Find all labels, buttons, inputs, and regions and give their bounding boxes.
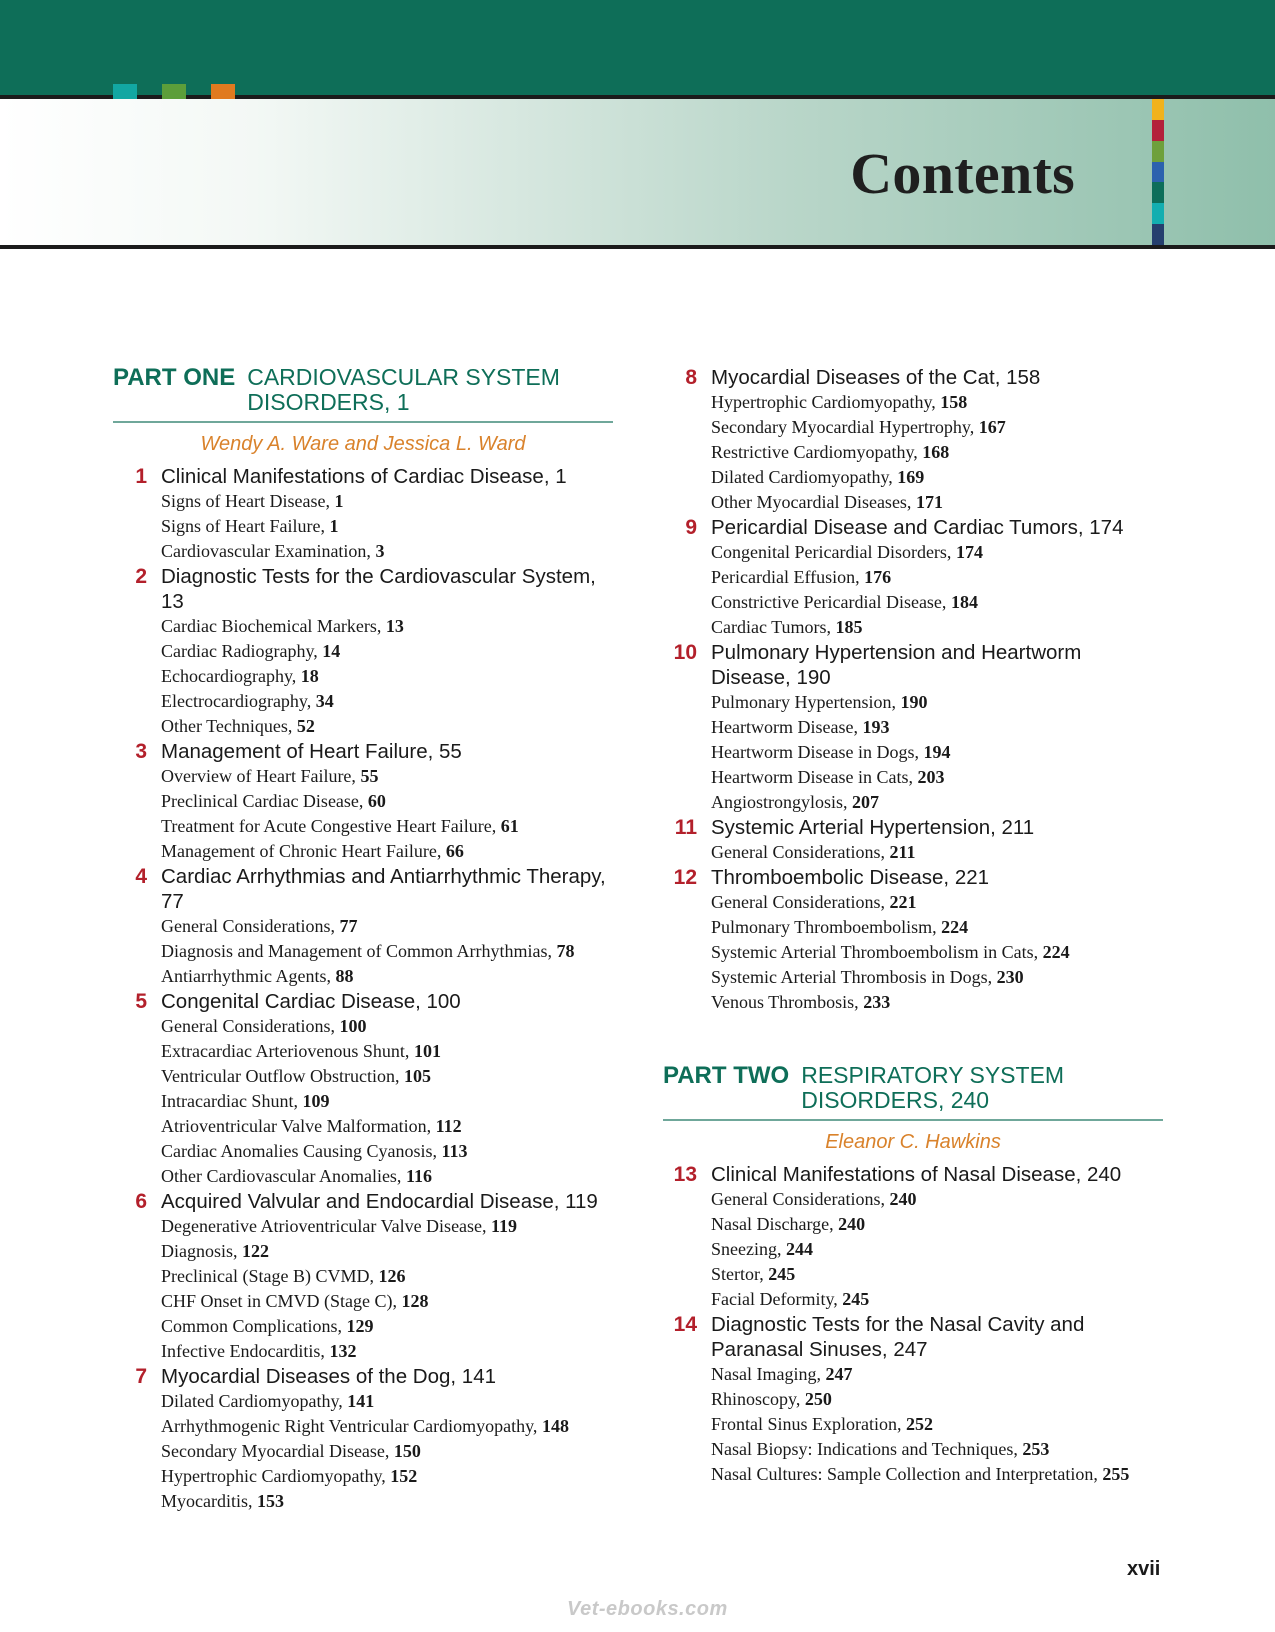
section-title: Dilated Cardiomyopathy, [711, 467, 898, 487]
section-page: 211 [889, 842, 916, 862]
section-title: Other Techniques, [161, 716, 297, 736]
color-stripe [1152, 99, 1164, 120]
chapter-number: 2 [135, 565, 147, 588]
section-title: Signs of Heart Disease, [161, 491, 335, 511]
chapter-title: Clinical Manifestations of Cardiac Disease, 1 [161, 465, 567, 488]
section-title: Signs of Heart Failure, [161, 516, 330, 536]
color-stripe [1152, 182, 1164, 203]
section-entry [161, 1214, 613, 1239]
section-entry [161, 539, 613, 564]
section-title: Electrocardiography, [161, 691, 316, 711]
section-page: 100 [339, 1016, 367, 1036]
color-stripe [1152, 120, 1164, 141]
section-page: 184 [950, 592, 978, 612]
section-entry [711, 940, 1163, 965]
chapter-entry [113, 989, 613, 1189]
section-page: 119 [491, 1216, 518, 1236]
section-page: 224 [1042, 942, 1070, 962]
part-title: RESPIRATORY SYSTEM DISORDERS, 240 [801, 1062, 1065, 1113]
section-page: 101 [413, 1041, 441, 1061]
chapter-entry [663, 515, 1163, 640]
chapter-number: 12 [673, 866, 697, 889]
section-entry [161, 714, 613, 739]
section-title: Stertor, [711, 1264, 769, 1284]
toc-column-right [663, 365, 1163, 1487]
section-entry [711, 890, 1163, 915]
section-entry [161, 1114, 613, 1139]
chapter-title: Clinical Manifestations of Nasal Disease, 240 [711, 1163, 1122, 1186]
section-title: Other Cardiovascular Anomalies, [161, 1166, 406, 1186]
section-entry [711, 840, 1163, 865]
chapter-entry [663, 865, 1163, 1015]
section-entry [711, 915, 1163, 940]
chapter-body [711, 815, 1163, 865]
section-title: Extracardiac Arteriovenous Shunt, [161, 1041, 414, 1061]
section-title: Cardiac Biochemical Markers, [161, 616, 386, 636]
chapter-number: 8 [685, 366, 697, 389]
chapter-number: 3 [135, 740, 147, 763]
chapter-body [161, 464, 613, 564]
color-stripe-strip [1152, 99, 1164, 245]
section-page: 66 [445, 841, 464, 861]
section-title: Congenital Pericardial Disorders, [711, 542, 956, 562]
section-page: 247 [825, 1364, 853, 1384]
section-page: 203 [917, 767, 945, 787]
section-page: 250 [804, 1389, 832, 1409]
section-entry [161, 1489, 613, 1514]
section-entry [161, 1464, 613, 1489]
section-page: 109 [302, 1091, 330, 1111]
section-entry [161, 789, 613, 814]
section-entry [161, 1039, 613, 1064]
section-entry [161, 939, 613, 964]
header-bar [0, 0, 1275, 95]
section-page: 153 [257, 1491, 284, 1511]
section-page: 221 [889, 892, 917, 912]
chapter-number: 5 [135, 990, 147, 1013]
section-title: Preclinical (Stage B) CVMD, [161, 1266, 379, 1286]
section-page: 1 [334, 491, 344, 511]
section-entry [711, 1462, 1163, 1487]
section-entry [711, 1287, 1163, 1312]
section-entry [161, 1339, 613, 1364]
section-title: Cardiovascular Examination, [161, 541, 376, 561]
section-title: Diagnosis, [161, 1241, 242, 1261]
section-page: 245 [768, 1264, 796, 1284]
section-entry [711, 490, 1163, 515]
section-entry [161, 1314, 613, 1339]
title-band [0, 99, 1275, 245]
section-entry [711, 465, 1163, 490]
section-page: 169 [897, 467, 925, 487]
section-title: Pulmonary Hypertension, [711, 692, 901, 712]
part-label: PART TWO [663, 1062, 790, 1089]
section-page: 245 [842, 1289, 870, 1309]
section-title: Treatment for Acute Congestive Heart Failure, [161, 816, 501, 836]
section-page: 168 [922, 442, 950, 462]
section-page: 167 [978, 417, 1006, 437]
section-page: 1 [329, 516, 339, 536]
chapter-title: Systemic Arterial Hypertension, 211 [711, 816, 1035, 839]
section-entry [161, 1014, 613, 1039]
section-title: Overview of Heart Failure, [161, 766, 361, 786]
section-page: 185 [835, 617, 863, 637]
chapter-entry [113, 1364, 613, 1514]
section-entry [161, 764, 613, 789]
section-title: Diagnosis and Management of Common Arrhythmias, [161, 941, 557, 961]
section-title: Antiarrhythmic Agents, [161, 966, 336, 986]
section-title: Atrioventricular Valve Malformation, [161, 1116, 436, 1136]
watermark-logo: Vet-ebooks.com [567, 1598, 728, 1620]
section-entry [161, 814, 613, 839]
section-page: 52 [296, 716, 315, 736]
section-page: 3 [375, 541, 385, 561]
section-title: Arrhythmogenic Right Ventricular Cardiomyopathy, [161, 1416, 542, 1436]
section-entry [161, 514, 613, 539]
part-authors: Eleanor C. Hawkins [825, 1131, 1001, 1153]
section-title: Echocardiography, [161, 666, 301, 686]
section-title: Cardiac Radiography, [161, 641, 323, 661]
section-page: 224 [941, 917, 969, 937]
section-page: 14 [322, 641, 341, 661]
section-title: Common Complications, [161, 1316, 347, 1336]
section-page: 152 [390, 1466, 418, 1486]
section-title: General Considerations, [161, 1016, 340, 1036]
chapter-title: Congenital Cardiac Disease, 100 [161, 990, 461, 1013]
chapter-body [161, 739, 613, 864]
part-header [113, 365, 613, 423]
section-title: Nasal Biopsy: Indications and Techniques, [711, 1439, 1023, 1459]
section-entry [711, 715, 1163, 740]
section-page: 105 [403, 1066, 431, 1086]
chapter-body [711, 365, 1163, 515]
section-title: Management of Chronic Heart Failure, [161, 841, 446, 861]
section-title: Nasal Discharge, [711, 1214, 839, 1234]
section-entry [711, 615, 1163, 640]
chapter-number: 10 [673, 641, 697, 664]
section-page: 244 [785, 1239, 813, 1259]
section-page: 113 [441, 1141, 468, 1161]
section-title: Pericardial Effusion, [711, 567, 865, 587]
color-stripe [1152, 162, 1164, 183]
chapter-number: 6 [135, 1190, 147, 1213]
chapter-entry [663, 815, 1163, 865]
section-title: Nasal Imaging, [711, 1364, 826, 1384]
chapter-body [161, 564, 613, 739]
section-entry [161, 1139, 613, 1164]
section-title: Frontal Sinus Exploration, [711, 1414, 906, 1434]
section-page: 148 [541, 1416, 569, 1436]
section-entry [711, 590, 1163, 615]
section-page: 171 [915, 492, 943, 512]
section-entry [161, 1164, 613, 1189]
section-entry [711, 1362, 1163, 1387]
section-page: 77 [339, 916, 358, 936]
section-entry [711, 415, 1163, 440]
section-entry [711, 565, 1163, 590]
section-page: 174 [955, 542, 983, 562]
section-entry [711, 990, 1163, 1015]
section-title: Restrictive Cardiomyopathy, [711, 442, 923, 462]
chapter-body [711, 1312, 1163, 1487]
chapter-title: Pericardial Disease and Cardiac Tumors, 174 [711, 516, 1124, 539]
section-page: 255 [1102, 1464, 1130, 1484]
part-authors: Wendy A. Ware and Jessica L. Ward [200, 433, 526, 455]
section-page: 112 [435, 1116, 462, 1136]
section-title: Cardiac Anomalies Causing Cyanosis, [161, 1141, 442, 1161]
section-entry [711, 1187, 1163, 1212]
chapter-number: 4 [135, 865, 147, 888]
section-page: 252 [906, 1414, 933, 1434]
section-entry [161, 1089, 613, 1114]
part-header [663, 1063, 1163, 1121]
section-title: Facial Deformity, [711, 1289, 843, 1309]
section-page: 158 [940, 392, 968, 412]
section-page: 150 [393, 1441, 421, 1461]
section-title: Heartworm Disease, [711, 717, 863, 737]
chapter-number: 7 [135, 1365, 147, 1388]
toc-column-left [113, 365, 613, 1514]
section-title: Ventricular Outflow Obstruction, [161, 1066, 404, 1086]
section-entry [711, 1437, 1163, 1462]
chapter-title: Myocardial Diseases of the Dog, 141 [161, 1365, 497, 1388]
section-page: 60 [367, 791, 386, 811]
chapter-entry [113, 739, 613, 864]
chapter-title: Management of Heart Failure, 55 [161, 740, 462, 763]
section-page: 193 [862, 717, 890, 737]
chapter-body [711, 640, 1163, 815]
chapter-body [711, 1162, 1163, 1312]
section-entry [161, 1064, 613, 1089]
part-title: CARDIOVASCULAR SYSTEM DISORDERS, 1 [247, 364, 560, 415]
section-entry [711, 765, 1163, 790]
section-entry [711, 790, 1163, 815]
section-title: Other Myocardial Diseases, [711, 492, 916, 512]
chapter-entry [113, 1189, 613, 1364]
section-title: General Considerations, [161, 916, 340, 936]
chapter-entry [663, 365, 1163, 515]
section-entry [711, 740, 1163, 765]
section-title: Myocarditis, [161, 1491, 257, 1511]
section-title: Sneezing, [711, 1239, 786, 1259]
section-title: Secondary Myocardial Hypertrophy, [711, 417, 979, 437]
section-title: Angiostrongylosis, [711, 792, 853, 812]
chapter-number: 13 [673, 1163, 697, 1186]
section-page: 88 [335, 966, 354, 986]
section-page: 253 [1022, 1439, 1050, 1459]
chapter-body [161, 864, 613, 989]
section-page: 233 [863, 992, 891, 1012]
page-title: Contents [850, 141, 1075, 206]
chapter-number: 14 [673, 1313, 697, 1336]
chapter-number: 1 [135, 465, 147, 488]
chapter-body [161, 1364, 613, 1514]
chapter-entry [663, 640, 1163, 815]
part-label: PART ONE [113, 364, 236, 391]
section-entry [161, 689, 613, 714]
section-entry [711, 1412, 1163, 1437]
section-page: 18 [300, 666, 319, 686]
section-entry [711, 440, 1163, 465]
section-title: Dilated Cardiomyopathy, [161, 1391, 348, 1411]
section-page: 230 [996, 967, 1024, 987]
title-rule [0, 245, 1275, 249]
section-entry [161, 614, 613, 639]
section-entry [161, 639, 613, 664]
chapter-title: Diagnostic Tests for the Nasal Cavity and Paranasal Sinuses, 247 [711, 1313, 1085, 1361]
chapter-number: 11 [674, 816, 697, 839]
section-page: 190 [900, 692, 928, 712]
section-entry [711, 965, 1163, 990]
section-entry [711, 690, 1163, 715]
section-entry [711, 540, 1163, 565]
section-title: Nasal Cultures: Sample Collection and Interpretation, [711, 1464, 1103, 1484]
section-title: General Considerations, [711, 842, 890, 862]
section-page: 122 [242, 1241, 269, 1261]
chapter-number: 9 [685, 516, 697, 539]
section-page: 176 [864, 567, 892, 587]
section-entry [161, 664, 613, 689]
section-title: CHF Onset in CMVD (Stage C), [161, 1291, 402, 1311]
section-page: 128 [401, 1291, 429, 1311]
chapter-entry [113, 564, 613, 739]
section-entry [161, 1264, 613, 1289]
section-page: 207 [852, 792, 880, 812]
chapter-body [711, 515, 1163, 640]
chapter-entry [113, 864, 613, 989]
section-entry [711, 1262, 1163, 1287]
section-title: Systemic Arterial Thromboembolism in Cats, [711, 942, 1043, 962]
section-title: General Considerations, [711, 892, 890, 912]
section-title: Hypertrophic Cardiomyopathy, [711, 392, 941, 412]
color-stripe [1152, 203, 1164, 224]
section-page: 240 [838, 1214, 866, 1234]
section-entry [161, 1439, 613, 1464]
section-title: General Considerations, [711, 1189, 890, 1209]
section-entry [161, 914, 613, 939]
chapter-title: Pulmonary Hypertension and Heartworm Disease, 190 [711, 641, 1082, 689]
chapter-body [161, 989, 613, 1189]
section-entry [161, 1289, 613, 1314]
chapter-entry [113, 464, 613, 564]
section-page: 141 [347, 1391, 375, 1411]
section-title: Intracardiac Shunt, [161, 1091, 303, 1111]
section-title: Degenerative Atrioventricular Valve Disease, [161, 1216, 492, 1236]
section-page: 194 [923, 742, 951, 762]
section-page: 240 [889, 1189, 917, 1209]
page-number: xvii [1127, 1558, 1161, 1580]
section-entry [161, 1239, 613, 1264]
section-title: Rhinoscopy, [711, 1389, 805, 1409]
section-title: Infective Endocarditis, [161, 1341, 330, 1361]
section-page: 55 [360, 766, 379, 786]
chapter-entry [663, 1312, 1163, 1487]
section-entry [711, 390, 1163, 415]
section-title: Pulmonary Thromboembolism, [711, 917, 942, 937]
chapter-entry [663, 1162, 1163, 1312]
section-title: Hypertrophic Cardiomyopathy, [161, 1466, 391, 1486]
color-stripe [1152, 224, 1164, 245]
section-page: 34 [315, 691, 334, 711]
section-title: Venous Thrombosis, [711, 992, 864, 1012]
section-page: 13 [385, 616, 404, 636]
chapter-title: Acquired Valvular and Endocardial Disease, 119 [161, 1190, 598, 1213]
section-page: 129 [346, 1316, 374, 1336]
section-title: Systemic Arterial Thrombosis in Dogs, [711, 967, 997, 987]
section-title: Secondary Myocardial Disease, [161, 1441, 394, 1461]
section-title: Heartworm Disease in Cats, [711, 767, 918, 787]
section-page: 132 [329, 1341, 357, 1361]
part-spacer [663, 1015, 1163, 1063]
section-title: Constrictive Pericardial Disease, [711, 592, 951, 612]
chapter-body [161, 1189, 613, 1364]
section-title: Heartworm Disease in Dogs, [711, 742, 924, 762]
section-title: Cardiac Tumors, [711, 617, 836, 637]
chapter-title: Cardiac Arrhythmias and Antiarrhythmic Therapy, 77 [161, 865, 606, 913]
chapter-title: Diagnostic Tests for the Cardiovascular System, 13 [161, 565, 596, 613]
section-page: 78 [556, 941, 575, 961]
color-stripe [1152, 141, 1164, 162]
chapter-title: Thromboembolic Disease, 221 [711, 866, 990, 889]
section-page: 126 [378, 1266, 406, 1286]
section-entry [711, 1212, 1163, 1237]
section-entry [161, 839, 613, 864]
chapter-body [711, 865, 1163, 1015]
section-entry [161, 1389, 613, 1414]
section-entry [161, 489, 613, 514]
section-entry [711, 1387, 1163, 1412]
section-title: Preclinical Cardiac Disease, [161, 791, 368, 811]
section-page: 116 [405, 1166, 432, 1186]
section-entry [711, 1237, 1163, 1262]
section-entry [161, 1414, 613, 1439]
section-entry [161, 964, 613, 989]
section-page: 61 [500, 816, 519, 836]
chapter-title: Myocardial Diseases of the Cat, 158 [711, 366, 1041, 389]
